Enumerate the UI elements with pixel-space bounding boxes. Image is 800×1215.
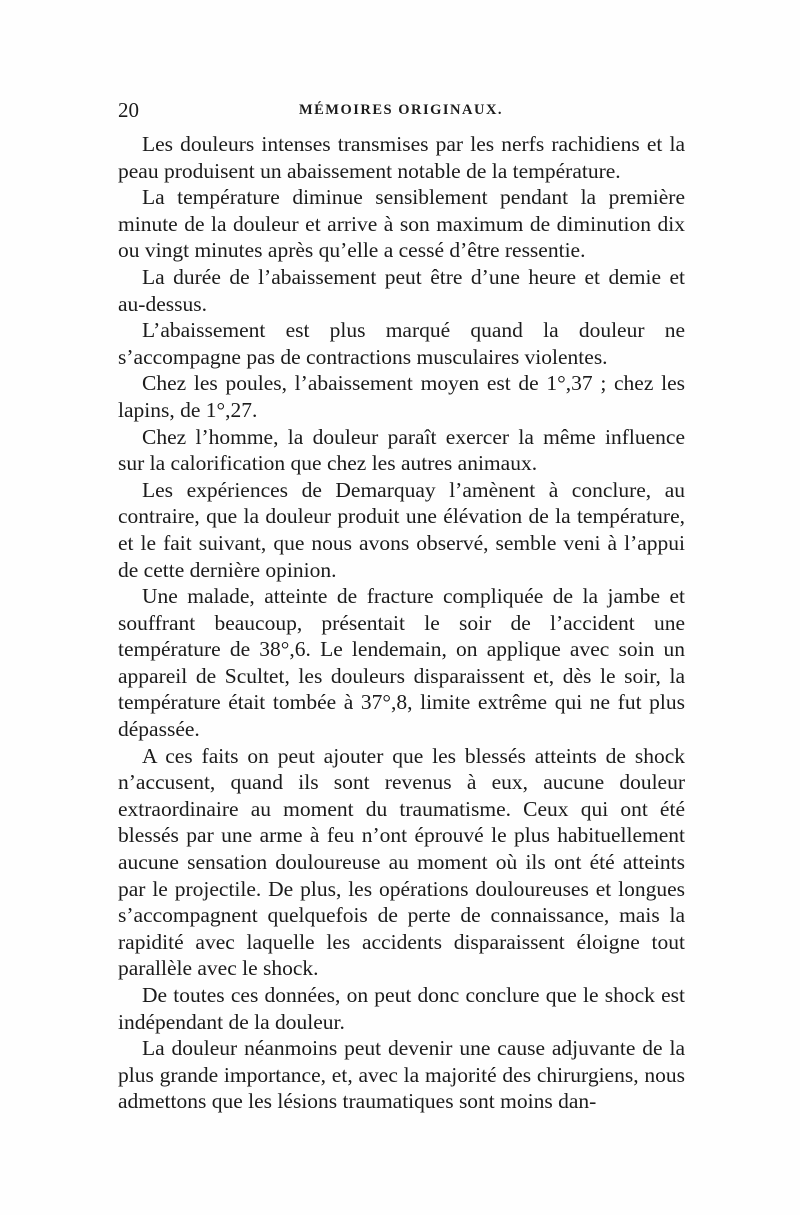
- body-text: [118, 131, 685, 1115]
- header-title: MÉMOIRES ORIGINAUX.: [298, 102, 504, 118]
- page-number: 20: [118, 98, 139, 122]
- paragraph-2: La température diminue sensiblement pendant la première minute de la douleur et arrive à son maximum de diminution dix ou vingt minutes après qu’elle a cessé d’être ressentie.: [118, 185, 685, 263]
- paragraph-4: L’abaissement est plus marqué quand la douleur ne s’accompagne pas de contractions musculaires violentes.: [118, 318, 685, 369]
- running-head: [118, 98, 684, 122]
- paragraph-10: De toutes ces données, on peut donc conclure que le shock est indépendant de la douleur.: [118, 983, 685, 1034]
- paragraph-5: Chez les poules, l’abaissement moyen est de 1°,37 ; chez les lapins, de 1°,27.: [118, 371, 685, 422]
- paragraph-11: La douleur néanmoins peut devenir une cause adjuvante de la plus grande importance, et, avec la majorité des chirurgiens, nous admettons que les lésions traumatiques sont moins dan-: [118, 1036, 685, 1114]
- paragraph-6: Chez l’homme, la douleur paraît exercer la même influence sur la calorification que chez les autres animaux.: [118, 424, 685, 476]
- paragraph-1: Les douleurs intenses transmises par les nerfs rachidiens et la peau produisent un abaissement notable de la température.: [118, 132, 685, 183]
- paragraph-9: A ces faits on peut ajouter que les blessés atteints de shock n’accusent, quand ils sont revenus à eux, aucune douleur extraordinaire au moment du traumatisme. Ceux qui ont été blessés par une arme à feu n’ont éprouvé le plus habituellement aucune sensation douloureuse au moment où ils ont été atteints par le projectile. De plus, les opérations douloureuses et longues s’accompagnent quelquefois de perte de connaissance, mais la rapidité avec laquelle les accidents disparaissent éloigne tout parallèle avec le shock.: [118, 743, 685, 981]
- paragraph-3: La durée de l’abaissement peut être d’une heure et demie et au-dessus.: [118, 264, 685, 316]
- paragraph-7: Les expériences de Demarquay l’amènent à conclure, au contraire, que la douleur produit une élévation de la température, et le fait suivant, que nous avons observé, semble veni à l’appui de cette dernière opinion.: [118, 477, 685, 582]
- paragraph-8: Une malade, atteinte de fracture compliquée de la jambe et souffrant beaucoup, présentait le soir de l’accident une température de 38°,6. Le lendemain, on applique avec soin un appareil de Scultet, les douleurs disparaissent et, dès le soir, la température était tombée à 37°,8, limite extrême qui ne fut plus dépassée.: [118, 584, 685, 742]
